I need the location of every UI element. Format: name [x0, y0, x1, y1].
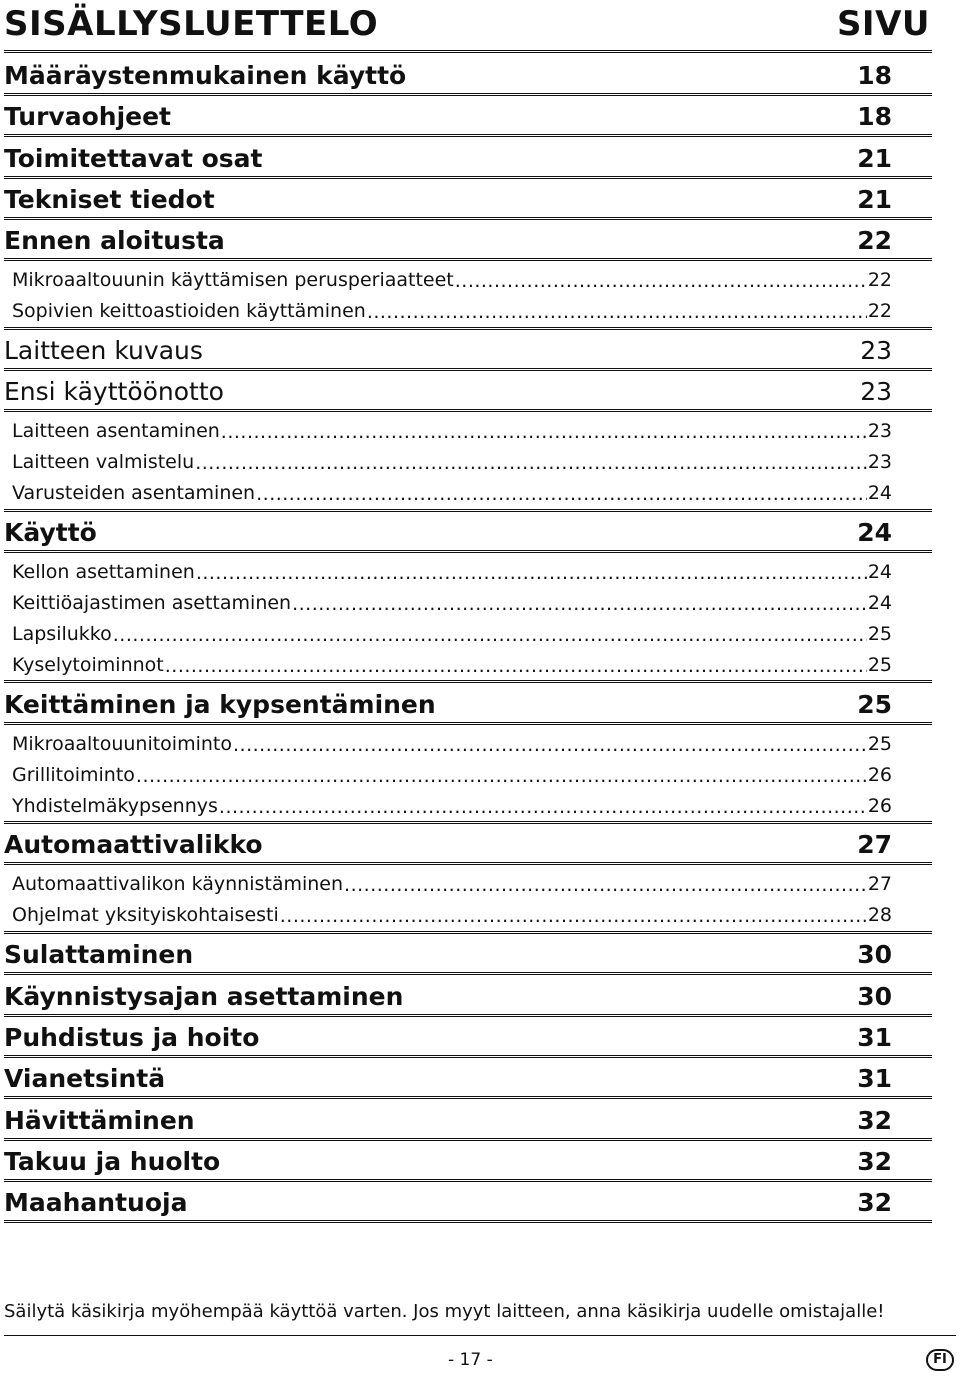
toc-section-page: 27	[857, 830, 892, 860]
toc-section-page: 21	[857, 185, 892, 215]
toc-section-title: Käyttö	[4, 518, 97, 548]
toc-subsection-row[interactable]	[4, 869, 932, 900]
toc-subsection-title: Laitteen valmistelu	[12, 451, 195, 474]
dot-leader	[136, 765, 867, 785]
toc-subsection-page: 22	[867, 269, 892, 292]
dot-leader	[196, 562, 867, 582]
toc-section-page: 18	[857, 61, 892, 90]
dot-leader	[280, 905, 867, 925]
toc-section-row[interactable]	[4, 374, 932, 412]
toc-section-page: 30	[857, 940, 892, 970]
dot-leader	[113, 624, 867, 644]
toc-section-row[interactable]	[4, 1020, 932, 1058]
footer-note: Säilytä käsikirja myöhempää käyttöä varten. Jos myyt laitteen, anna käsikirja uudelle omistajalle!	[4, 1301, 885, 1322]
toc-header	[4, 0, 932, 53]
toc-section-title: Automaattivalikko	[4, 830, 263, 860]
toc-section-row[interactable]	[4, 1144, 932, 1182]
toc-subsection-title: Lapsilukko	[12, 622, 112, 645]
dot-leader	[221, 421, 867, 441]
toc-subsection-group	[4, 556, 932, 683]
dot-leader	[455, 270, 867, 290]
toc-section-row[interactable]	[4, 141, 932, 179]
toc-section-row[interactable]	[4, 99, 932, 137]
toc-subsection-group	[4, 265, 932, 330]
toc-section-title: Sulattaminen	[4, 940, 194, 970]
language-badge: FI	[926, 1349, 954, 1371]
toc-section-title: Tekniset tiedot	[4, 185, 215, 215]
toc-subsection-page: 25	[867, 653, 892, 676]
toc-subsection-row[interactable]	[4, 478, 932, 509]
toc-section-row[interactable]	[4, 979, 932, 1017]
toc-section-page: 18	[857, 102, 892, 132]
toc-subsection-page: 27	[867, 873, 892, 896]
dot-leader	[219, 796, 867, 816]
toc-subsection-row[interactable]	[4, 618, 932, 649]
toc-subsection-row[interactable]	[4, 900, 932, 931]
toc-section-row[interactable]	[4, 1103, 932, 1141]
toc-subsection-title: Kellon asettaminen	[12, 560, 195, 583]
toc-subsection-group	[4, 416, 932, 512]
toc-section-title: Keittäminen ja kypsentäminen	[4, 689, 436, 719]
dot-leader	[233, 734, 867, 754]
toc-subsection-title: Grillitoiminto	[12, 763, 135, 786]
toc-subsection-page: 25	[867, 622, 892, 645]
toc-subsection-page: 22	[867, 300, 892, 323]
toc-section-title: Määräystenmukainen käyttö	[4, 61, 407, 90]
toc-subsection-row[interactable]	[4, 556, 932, 587]
toc-subsection-title: Mikroaaltouunitoiminto	[12, 732, 232, 755]
toc-section-page: 32	[857, 1146, 892, 1176]
footer-divider	[4, 1335, 956, 1336]
toc-subsection-page: 25	[867, 732, 892, 755]
toc-subsection-title: Varusteiden asentaminen	[12, 482, 256, 505]
toc-section-title: Toimitettavat osat	[4, 143, 263, 173]
toc-section-row[interactable]	[4, 1185, 932, 1223]
toc-subsection-page: 24	[867, 560, 892, 583]
toc-section-title: Takuu ja huolto	[4, 1146, 221, 1176]
toc-subsection-row[interactable]	[4, 265, 932, 296]
toc-subsection-row[interactable]	[4, 587, 932, 618]
toc-section-title: Hävittäminen	[4, 1105, 195, 1135]
document-page	[4, 0, 932, 1218]
toc-subsection-row[interactable]	[4, 416, 932, 447]
toc-subsection-row[interactable]	[4, 296, 932, 327]
toc-subsection-row[interactable]	[4, 790, 932, 821]
toc-subsection-title: Automaattivalikon käynnistäminen	[12, 873, 344, 896]
toc-section-title: Ennen aloitusta	[4, 226, 225, 256]
toc-subsection-page: 26	[867, 763, 892, 786]
table-of-contents	[4, 58, 932, 1227]
dot-leader	[292, 593, 867, 613]
toc-subsection-group	[4, 728, 932, 824]
toc-section-page: 23	[860, 377, 892, 407]
toc-section-page: 32	[857, 1188, 892, 1218]
toc-section-row[interactable]	[4, 937, 932, 975]
toc-subsection-row[interactable]	[4, 447, 932, 478]
toc-subsection-page: 23	[867, 451, 892, 474]
toc-subsection-title: Yhdistelmäkypsennys	[12, 794, 218, 817]
toc-section-row[interactable]	[4, 333, 932, 371]
toc-subsection-title: Ohjelmat yksityiskohtaisesti	[12, 904, 279, 927]
dot-leader	[165, 655, 867, 675]
toc-section-row[interactable]	[4, 223, 932, 261]
toc-section-page: 31	[857, 1022, 892, 1052]
toc-subsection-title: Sopivien keittoastioiden käyttäminen	[12, 300, 366, 323]
toc-section-row[interactable]	[4, 687, 932, 725]
toc-section-page: 32	[857, 1105, 892, 1135]
dot-leader	[367, 301, 867, 321]
toc-section-title: Käynnistysajan asettaminen	[4, 981, 404, 1011]
toc-subsection-title: Keittiöajastimen asettaminen	[12, 591, 292, 614]
toc-subsection-title: Kyselytoiminnot	[12, 653, 164, 676]
toc-section-page: 30	[857, 981, 892, 1011]
toc-title: SISÄLLYSLUETTELO	[4, 4, 379, 44]
toc-subsection-row[interactable]	[4, 728, 932, 759]
toc-section-title: Puhdistus ja hoito	[4, 1022, 260, 1052]
toc-subsection-page: 24	[867, 482, 892, 505]
toc-subsection-title: Mikroaaltouunin käyttämisen perusperiaatteet	[12, 269, 454, 292]
toc-subsection-page: 23	[867, 420, 892, 443]
toc-subsection-group	[4, 869, 932, 934]
toc-subsection-row[interactable]	[4, 759, 932, 790]
toc-section-row[interactable]	[4, 515, 932, 553]
toc-section-row[interactable]	[4, 827, 932, 865]
page-column-label: SIVU	[836, 4, 930, 44]
page-number: - 17 -	[448, 1350, 493, 1370]
toc-section-row[interactable]	[4, 58, 932, 96]
toc-subsection-page: 28	[867, 904, 892, 927]
dot-leader	[256, 483, 867, 503]
toc-subsection-page: 26	[867, 794, 892, 817]
toc-section-title: Vianetsintä	[4, 1064, 166, 1094]
toc-section-title: Turvaohjeet	[4, 102, 172, 132]
toc-section-row[interactable]	[4, 1061, 932, 1099]
toc-section-page: 22	[857, 226, 892, 256]
toc-section-page: 21	[857, 143, 892, 173]
toc-section-title: Maahantuoja	[4, 1188, 188, 1218]
toc-section-page: 23	[860, 336, 892, 366]
toc-subsection-title: Laitteen asentaminen	[12, 420, 220, 443]
toc-section-page: 31	[857, 1064, 892, 1094]
dot-leader	[195, 452, 867, 472]
toc-section-title: Ensi käyttöönotto	[4, 377, 224, 407]
toc-section-page: 25	[857, 689, 892, 719]
toc-section-page: 24	[857, 518, 892, 548]
toc-subsection-row[interactable]	[4, 649, 932, 680]
toc-section-title: Laitteen kuvaus	[4, 336, 203, 366]
toc-subsection-page: 24	[867, 591, 892, 614]
toc-section-row[interactable]	[4, 182, 932, 220]
dot-leader	[344, 874, 867, 894]
